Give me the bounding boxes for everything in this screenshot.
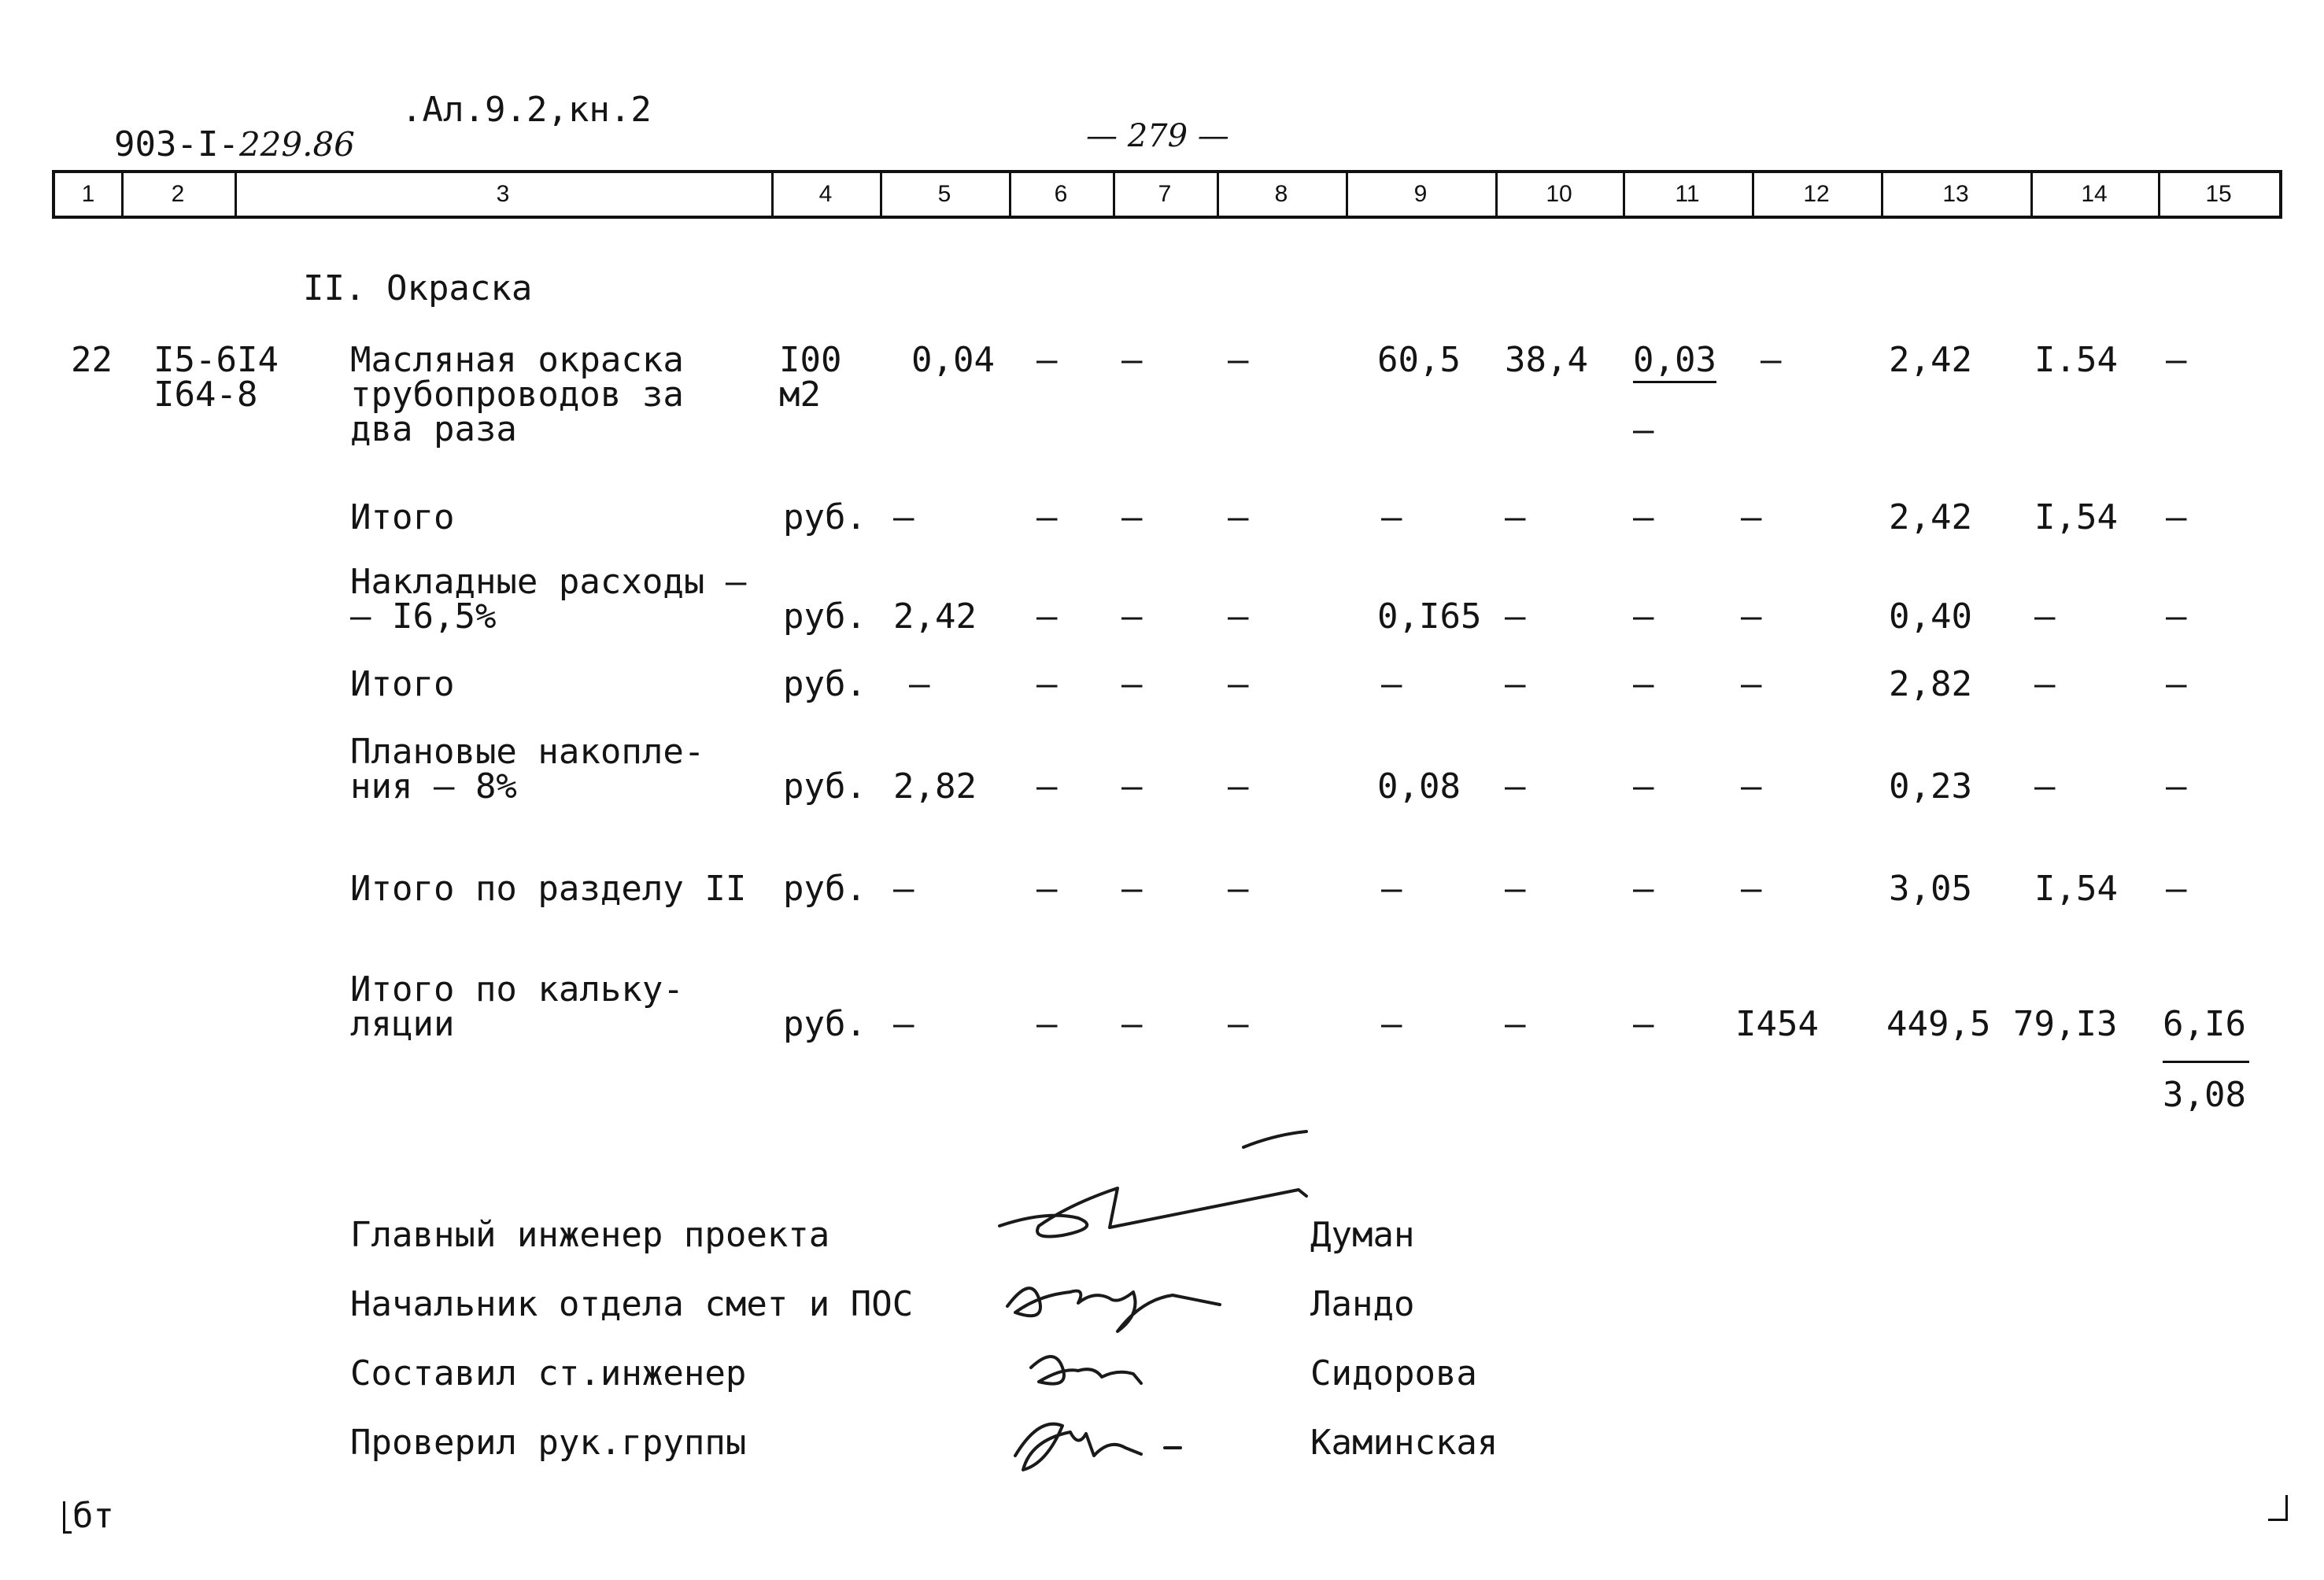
row-cell-10: – [1505, 1004, 1526, 1044]
item-name-line2: трубопроводов за [350, 375, 684, 415]
row-cell-8: – [1228, 497, 1249, 537]
row-cell-5: 2,82 [893, 766, 977, 807]
row-cell-7: – [1121, 766, 1143, 807]
row-name [350, 969, 684, 1044]
item-cell-7: – [1121, 340, 1143, 380]
signature-name: Сидорова [1310, 1353, 1477, 1394]
row-name-line1: Накладные расходы – [350, 562, 747, 602]
column-number: 11 [1675, 181, 1700, 207]
row-name [350, 732, 705, 807]
column-number: 6 [1054, 181, 1068, 207]
row-cell-9: – [1381, 869, 1402, 909]
item-name [350, 340, 684, 449]
row-cell-11: – [1633, 1004, 1654, 1044]
document-code-prefix: 903-I- [113, 124, 239, 164]
row-cell-5: – [909, 664, 930, 704]
row-cell-6: – [1036, 664, 1058, 704]
row-unit: руб. [783, 766, 866, 807]
row-name-line2: – I6,5% [350, 596, 497, 637]
row-cell-9: – [1381, 664, 1402, 704]
column-number: 1 [81, 181, 95, 207]
row-cell-13: 0,23 [1889, 766, 1972, 807]
row-cell-6: – [1036, 1004, 1058, 1044]
row-cell-8: – [1228, 1004, 1249, 1044]
row-cell-5: – [893, 497, 914, 537]
row-cell-14: I,54 [2034, 497, 2118, 537]
row-cell-10: – [1505, 869, 1526, 909]
row-cell-15: – [2166, 664, 2187, 704]
column-number: 13 [1942, 181, 1969, 207]
row-name: Итого [350, 497, 455, 537]
section-title: II. Окраска [303, 268, 533, 308]
row-cell-8: – [1228, 766, 1249, 807]
item-cell-11-top: 0,03 [1633, 343, 1716, 383]
row-cell-9: – [1381, 1004, 1402, 1044]
item-unit-line2: м2 [779, 375, 821, 415]
signature-role: Проверил рук.группы [350, 1423, 747, 1463]
row-cell-12: – [1741, 766, 1762, 807]
item-number: 22 [71, 340, 113, 380]
row-cell-7: – [1121, 1004, 1143, 1044]
item-cell-13: 2,42 [1889, 340, 1972, 380]
item-code [153, 340, 279, 415]
item-code-line2: I64-8 [153, 375, 258, 415]
row-cell-11: – [1633, 497, 1654, 537]
row-name-line1: Плановые накопле- [350, 732, 705, 772]
item-name-line3: два раза [350, 409, 517, 449]
row-cell-10: – [1505, 497, 1526, 537]
column-number: 8 [1274, 181, 1288, 207]
row-cell-7: – [1121, 869, 1143, 909]
column-number: 12 [1803, 181, 1830, 207]
corner-mark-left [63, 1501, 72, 1534]
item-cell-12: – [1761, 340, 1782, 380]
column-number: 5 [937, 181, 951, 207]
row-name: Итого по разделу II [350, 869, 747, 909]
row-cell-12: – [1741, 869, 1762, 909]
row-name-line2: ляции [350, 1004, 455, 1044]
signature-role: Главный инженер проекта [350, 1215, 830, 1255]
row-unit: руб. [783, 1004, 866, 1044]
row-cell-14: 79,I3 [2013, 1004, 2118, 1044]
row-cell-7: – [1121, 664, 1143, 704]
row-cell-6: – [1036, 596, 1058, 637]
row-cell-13: 2,82 [1889, 664, 1972, 704]
signature-role: Начальник отдела смет и ПОС [350, 1284, 914, 1324]
document-code [72, 93, 355, 162]
row-unit: руб. [783, 596, 866, 637]
row-cell-10: – [1505, 766, 1526, 807]
row-cell-9: 0,I65 [1377, 596, 1482, 637]
row-cell-14: – [2034, 596, 2056, 637]
signature-name: Думан [1310, 1215, 1415, 1255]
row-cell-5: – [893, 869, 914, 909]
row-cell-15-bottom: 3,08 [2163, 1075, 2246, 1115]
row-cell-13: 449,5 [1886, 1004, 1991, 1044]
signature-name: Каминская [1310, 1423, 1498, 1463]
column-number: 4 [818, 181, 833, 207]
item-cell-6: – [1036, 340, 1058, 380]
row-cell-11: – [1633, 596, 1654, 637]
column-number: 9 [1413, 181, 1428, 207]
signature-name: Ландо [1310, 1284, 1415, 1324]
row-name [350, 562, 747, 637]
row-cell-10: – [1505, 664, 1526, 704]
item-cell-14: I.54 [2034, 340, 2118, 380]
row-cell-7: – [1121, 596, 1143, 637]
row-cell-12: – [1741, 497, 1762, 537]
row-cell-14: – [2034, 664, 2056, 704]
row-cell-11: – [1633, 766, 1654, 807]
row-cell-7: – [1121, 497, 1143, 537]
item-cell-9: 60,5 [1377, 340, 1461, 380]
row-cell-12: – [1741, 596, 1762, 637]
item-cell-8: – [1228, 340, 1249, 380]
column-number: 14 [2081, 181, 2108, 207]
row-cell-10: – [1505, 596, 1526, 637]
row-cell-14: I,54 [2034, 869, 2118, 909]
row-unit: руб. [783, 664, 866, 704]
signature-role: Составил ст.инженер [350, 1353, 747, 1394]
page-number: — 279 — [1086, 118, 1229, 154]
row-name: Итого [350, 664, 455, 704]
footer-mark: бт [72, 1496, 114, 1536]
column-number: 15 [2205, 181, 2232, 207]
row-cell-9: 0,08 [1377, 766, 1461, 807]
row-cell-15: – [2166, 869, 2187, 909]
row-cell-8: – [1228, 664, 1249, 704]
row-cell-6: – [1036, 766, 1058, 807]
item-cell-5: 0,04 [911, 340, 995, 380]
row-cell-6: – [1036, 869, 1058, 909]
row-cell-11: – [1633, 664, 1654, 704]
row-cell-15-top: 6,I6 [2163, 1007, 2249, 1063]
row-cell-15: – [2166, 497, 2187, 537]
item-name-line1: Масляная окраска [350, 340, 684, 380]
handwritten-signatures [984, 1117, 1314, 1495]
row-cell-14: – [2034, 766, 2056, 807]
row-cell-15: – [2166, 596, 2187, 637]
row-name-line2: ния – 8% [350, 766, 517, 807]
item-cell-11-bottom: – [1633, 410, 1654, 450]
row-cell-5: 2,42 [893, 596, 977, 637]
row-cell-8: – [1228, 869, 1249, 909]
corner-mark-right [2268, 1495, 2288, 1521]
row-cell-5: – [893, 1004, 914, 1044]
item-code-line1: I5-6I4 [153, 340, 279, 380]
item-unit [779, 340, 842, 415]
album-reference: .Ал.9.2,кн.2 [401, 90, 652, 130]
row-cell-12: – [1741, 664, 1762, 704]
row-cell-6: – [1036, 497, 1058, 537]
row-unit: руб. [783, 869, 866, 909]
column-number: 3 [496, 181, 510, 207]
row-cell-9: – [1381, 497, 1402, 537]
document-code-handwritten: 229.86 [238, 125, 355, 164]
row-name-line1: Итого по кальку- [350, 969, 684, 1010]
column-header-row [52, 170, 2282, 219]
column-number: 10 [1546, 181, 1572, 207]
row-cell-8: – [1228, 596, 1249, 637]
row-cell-13: 3,05 [1889, 869, 1972, 909]
row-cell-13: 2,42 [1889, 497, 1972, 537]
row-unit: руб. [783, 497, 866, 537]
row-cell-11: – [1633, 869, 1654, 909]
column-number: 7 [1158, 181, 1172, 207]
column-number: 2 [171, 181, 185, 207]
row-cell-15: – [2166, 766, 2187, 807]
row-cell-12: I454 [1735, 1004, 1819, 1044]
row-cell-13: 0,40 [1889, 596, 1972, 637]
item-cell-10: 38,4 [1505, 340, 1588, 380]
item-unit-line1: I00 [779, 340, 842, 380]
item-cell-15: – [2166, 340, 2187, 380]
